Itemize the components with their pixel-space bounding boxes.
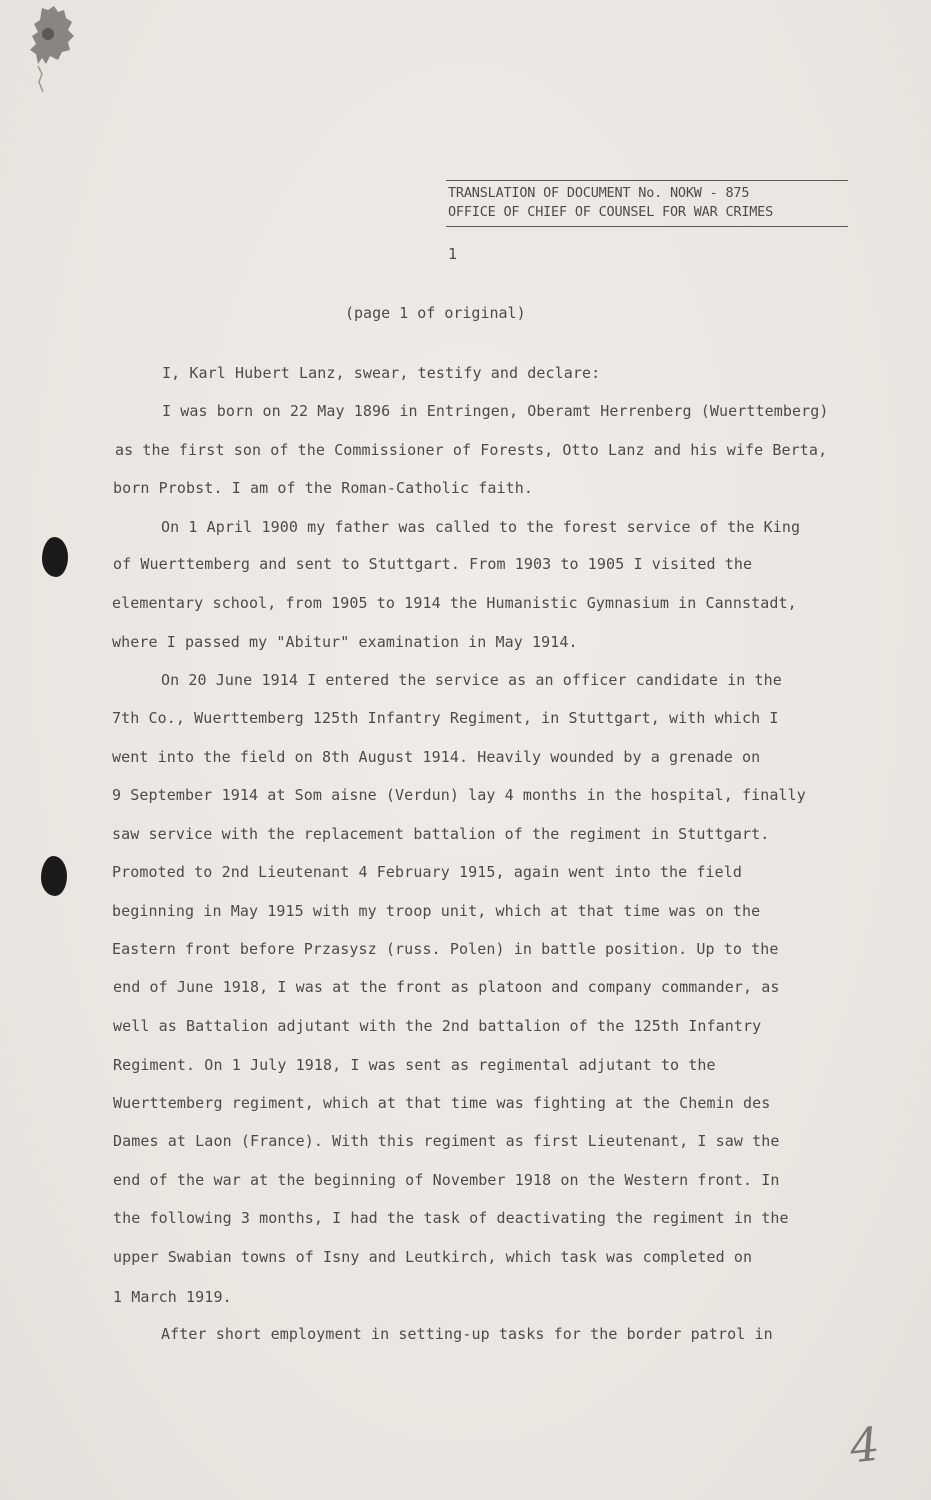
body-line: 9 September 1914 at Som aisne (Verdun) lay 4 months in the hospital, finally (112, 786, 806, 804)
punch-hole-top (42, 537, 68, 577)
body-line: went into the field on 8th August 1914. Heavily wounded by a grenade on (112, 748, 761, 766)
body-line: elementary school, from 1905 to 1914 the Humanistic Gymnasium in Cannstadt, (112, 594, 797, 612)
body-line: On 1 April 1900 my father was called to the forest service of the King (161, 518, 801, 536)
body-line: saw service with the replacement battalion of the regiment in Stuttgart. (112, 825, 770, 843)
body-line: Dames at Laon (France). With this regiment as first Lieutenant, I saw the (113, 1132, 780, 1150)
document-header (446, 180, 848, 227)
body-line: I was born on 22 May 1896 in Entringen, Oberamt Herrenberg (Wuerttemberg) (162, 402, 829, 420)
body-line: Regiment. On 1 July 1918, I was sent as regimental adjutant to the (113, 1056, 716, 1074)
punch-hole-bottom (41, 856, 67, 896)
header-line-document-number: TRANSLATION OF DOCUMENT No. NOKW - 875 (448, 185, 750, 201)
original-page-note: (page 1 of original) (345, 304, 526, 322)
body-line: well as Battalion adjutant with the 2nd battalion of the 125th Infantry (113, 1017, 762, 1035)
body-line: After short employment in setting-up tasks for the border patrol in (161, 1325, 773, 1343)
body-line: where I passed my "Abitur" examination in May 1914. (112, 633, 578, 651)
body-line: born Probst. I am of the Roman-Catholic faith. (113, 479, 534, 497)
body-line: the following 3 months, I had the task of deactivating the regiment in the (113, 1209, 789, 1227)
body-line: 7th Co., Wuerttemberg 125th Infantry Regiment, in Stuttgart, with which I (112, 709, 779, 727)
header-line-office: OFFICE OF CHIEF OF COUNSEL FOR WAR CRIMES (448, 204, 774, 220)
page-number: 1 (448, 245, 458, 263)
handwritten-page-number: 4 (847, 1416, 883, 1474)
body-line: Wuerttemberg regiment, which at that time was fighting at the Chemin des (113, 1094, 771, 1112)
body-line: end of the war at the beginning of November 1918 on the Western front. In (113, 1171, 780, 1189)
body-line: upper Swabian towns of Isny and Leutkirch, which task was completed on (113, 1248, 753, 1266)
body-line: of Wuerttemberg and sent to Stuttgart. From 1903 to 1905 I visited the (113, 555, 753, 573)
body-line: Eastern front before Przasysz (russ. Polen) in battle position. Up to the (112, 940, 779, 958)
body-line: On 20 June 1914 I entered the service as an officer candidate in the (161, 671, 782, 689)
corner-staple-mark (28, 4, 78, 94)
body-line: beginning in May 1915 with my troop unit, which at that time was on the (112, 902, 761, 920)
body-line: as the first son of the Commissioner of Forests, Otto Lanz and his wife Berta, (115, 441, 828, 459)
body-line: end of June 1918, I was at the front as platoon and company commander, as (113, 978, 780, 996)
body-line: 1 March 1919. (113, 1288, 232, 1306)
body-line: I, Karl Hubert Lanz, swear, testify and declare: (162, 364, 601, 382)
body-line: Promoted to 2nd Lieutenant 4 February 1915, again went into the field (112, 863, 743, 881)
